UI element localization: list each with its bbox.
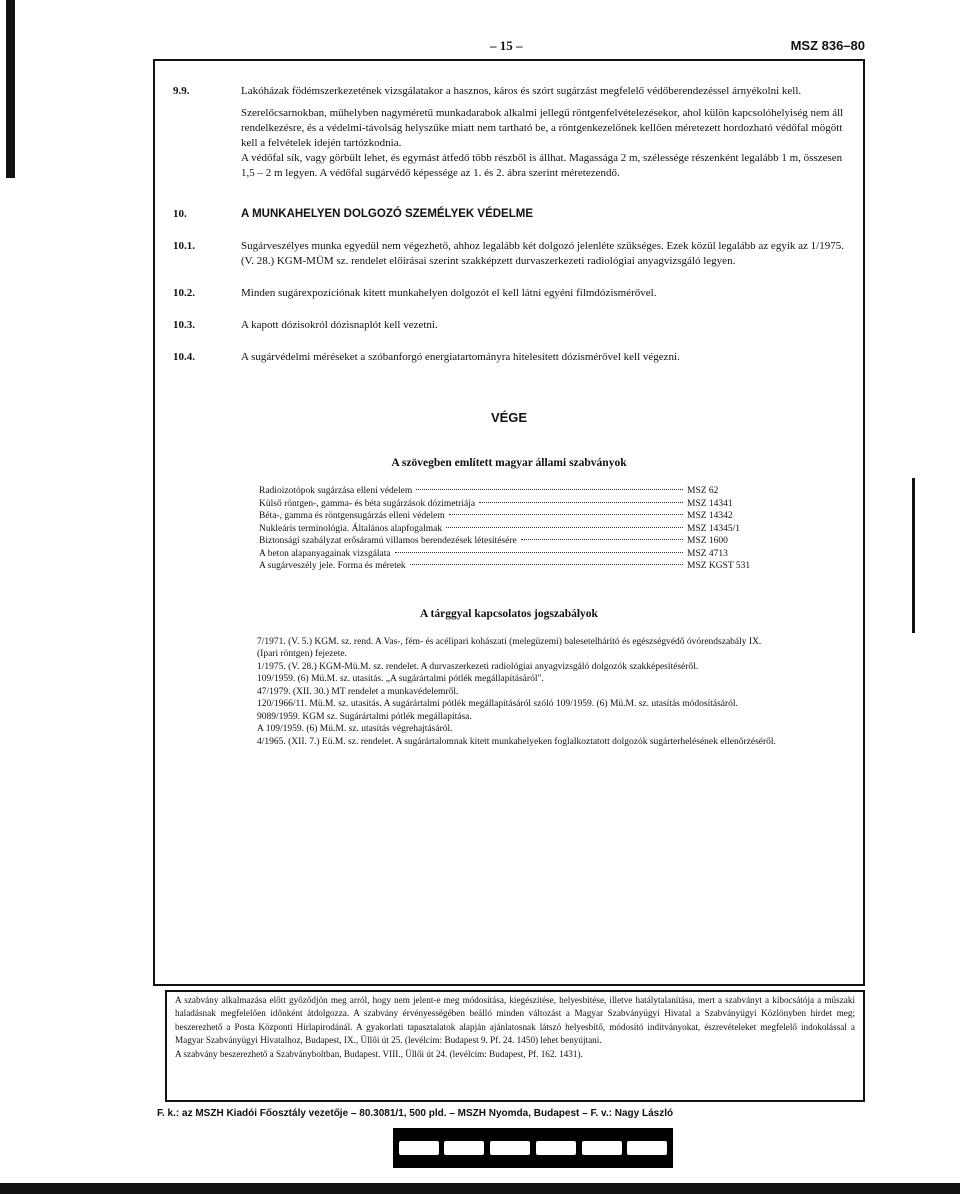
page-number: – 15 – — [490, 38, 523, 53]
page-header — [160, 36, 865, 56]
law-item: 7/1971. (V. 5.) KGM. sz. rend. A Vas-, fém- és acélipari kohászati (melegüzemi) balesetelhárító és egészségvédő óvórendszabály IX. (Ipari röntgen) fejezete. — [257, 636, 762, 659]
paragraph: Lakóházak födémszerkezetének vizsgálatakor a hasznos, káros és szórt sugárzást megfelelő védőberendezéssel árnyékolni kell. — [241, 85, 802, 97]
law-item: 120/1966/11. Mü.M. sz. utasítás. A sugárártalmi pótlék megállapításáról szóló 109/1959. (6) Mü.M. sz. utasítás módosításáról. — [257, 699, 738, 709]
section-number: 9.9. — [173, 85, 190, 97]
section-number: 10.2. — [173, 287, 195, 299]
scan-artifact — [0, 1183, 960, 1194]
leader-dots — [446, 527, 683, 528]
standard-name: A beton alapanyagainak vizsgálata — [259, 548, 391, 559]
imprint-line: F. k.: az MSZH Kiadói Főosztály vezetője – 80.3081/1, 500 pld. – MSZH Nyomda, Budapest – F. v.: Nagy László — [157, 1108, 674, 1119]
section-number: 10.3. — [173, 319, 195, 331]
law-item: 9089/1959. KGM sz. Sugárártalmi pótlék megállapítása. — [257, 711, 472, 722]
document-body — [173, 84, 845, 748]
leader-dots — [410, 564, 683, 565]
standard-item — [259, 535, 769, 548]
paragraph: A védőfal sík, vagy görbült lehet, és egymást átfedő több részből is állhat. Magassága 2 m, szélessége részenként legalább 1 m, összesen 1,5 – 2 m legyen. A védőfal sugárvédő képessége az 1. és 2. ábra szerint méretezendő. — [241, 152, 843, 179]
barcode-window — [490, 1141, 530, 1155]
paragraph: A kapott dózisokról dózisnaplót kell vezetni. — [241, 319, 438, 331]
standard-code: MSZ 14345/1 — [687, 523, 741, 534]
barcode-window — [627, 1141, 667, 1155]
leader-dots — [479, 502, 683, 503]
section-10-4 — [173, 350, 845, 365]
scan-artifact — [912, 478, 915, 633]
section-10-3 — [173, 318, 845, 333]
barcode-window — [582, 1141, 622, 1155]
standard-item — [259, 510, 769, 523]
section-number: 10. — [173, 208, 187, 220]
laws-title: A tárggyal kapcsolatos jogszabályok — [420, 607, 598, 620]
section-9-9 — [173, 84, 845, 181]
section-10 — [173, 207, 845, 222]
standard-item — [259, 560, 769, 573]
law-item: 47/1979. (XII. 30.) MT rendelet a munkavédelemről. — [257, 686, 459, 697]
standard-code: MSZ 14341 — [687, 498, 733, 509]
standard-code: MSZ 1600 — [687, 536, 728, 546]
standard-item — [259, 498, 769, 511]
standards-list — [259, 485, 769, 573]
standard-item — [259, 485, 769, 498]
leader-dots — [449, 514, 683, 515]
law-item: 4/1965. (XII. 7.) Eü.M. sz. rendelet. A sugárártalomnak kitett munkahelyeken foglalkoztatott dolgozók sugárterhelésének ellenőrzéséről. — [257, 736, 776, 747]
barcode-window — [536, 1141, 576, 1155]
notice-paragraph: A szabvány beszerezhető a Szabványboltban, Budapest. VIII., Üllői út 24. (levélcím: Budapest, Pf. 162. 1431). — [175, 1048, 583, 1059]
scan-artifact — [6, 0, 15, 178]
standard-code: MSZ KGST 531 — [687, 561, 751, 571]
law-item: A 109/1959. (6) Mü.M. sz. utasítás végrehajtásáról. — [257, 724, 453, 734]
standard-code: MSZ 4713 — [687, 548, 728, 559]
laws-list — [257, 636, 777, 749]
paragraph: Minden sugárexpozíciónak kitett munkahelyen dolgozót el kell látni egyéni filmdózismérővel. — [241, 287, 657, 299]
section-number: 10.4. — [173, 351, 195, 363]
law-item: 109/1959. (6) Mü.M. sz. utasítás. „A sugárártalmi pótlék megállapításáról". — [257, 674, 544, 684]
leader-dots — [521, 539, 683, 540]
standard-item — [259, 548, 769, 561]
notice-box — [175, 994, 855, 1061]
paragraph: A sugárvédelmi méréseket a szóbanforgó energiatartományra hitelesített dózismérővel kell végezni. — [241, 351, 680, 363]
leader-dots — [416, 489, 683, 490]
section-number: 10.1. — [173, 240, 195, 252]
standard-code: MSZ 62 — [687, 486, 719, 496]
paragraph: Szerelőcsarnokban, műhelyben nagyméretű munkadarabok alkalmi jellegű röntgenfelvételezésekor, ahol külön kapcsolóhelyiség nem áll rendelkezésre, és a védelmi-távolság helyszűke miatt nem tartható be, a röntgenkezelőnek kellően méretezett hordozható védőfal mögött kell a felvételek idején tartózkodnia. — [241, 107, 844, 149]
leader-dots — [395, 552, 683, 553]
standard-name: Béta-, gamma és röntgensugárzás elleni védelem — [259, 511, 445, 521]
standards-title: A szövegben említett magyar állami szabványok — [391, 457, 627, 469]
standard-name: Külső röntgen-, gamma- és béta sugárzások dózimetriája — [259, 498, 476, 509]
notice-paragraph: A szabvány alkalmazása előtt győződjön meg arról, hogy nem jelent-e meg módosítása, kiegészítése, helyesbítése, illetve hatálytalanítása, mert a szabványt a kibocsátója a műszaki haladásnak megfelelően időnként átdolgozza. A szabvány érvényességében beálló minden változást a Magyar Szabványügyi Hivatal a Szabványügyi Közlönyben hirdet meg; beszerezhető a Posta Központi Hírlapirodánál. A gyakorlati tapasztalatok alapján ajánlatosnak látszó helyesbítő, módosító indítványokat, észrevételeket megfelelő indokolással a Magyar Szabványügyi Hivatalhoz, Budapest, IX., Üllői út 25. (levélcím: Budapest 9. Pf. 24. 1450) lehet benyújtani. — [175, 995, 855, 1046]
section-10-2 — [173, 286, 845, 301]
standard-code: MSZ 14342 — [687, 511, 733, 521]
barcode-window — [444, 1141, 484, 1155]
section-10-1 — [173, 239, 845, 269]
barcode-strip — [393, 1128, 673, 1168]
standard-name: Radioizotópok sugárzása elleni védelem — [259, 486, 413, 496]
standard-code: MSZ 836–80 — [790, 38, 865, 53]
standard-name: A sugárveszély jele. Forma és méretek — [259, 561, 406, 571]
standard-name: Biztonsági szabályzat erősáramú villamos berendezések létesítésére — [259, 536, 517, 546]
standard-item — [259, 523, 769, 536]
barcode-window — [399, 1141, 439, 1155]
law-item: 1/1975. (V. 28.) KGM-Mü.M. sz. rendelet. A durvaszerkezeti radiológiai anyagvizsgáló dolgozók szakképesítéséről. — [257, 661, 699, 672]
section-title: A MUNKAHELYEN DOLGOZÓ SZEMÉLYEK VÉDELME — [241, 208, 534, 220]
end-title: VÉGE — [490, 410, 528, 425]
standard-name: Nukleáris terminológia. Általános alapfogalmak — [259, 523, 443, 534]
paragraph: Sugárveszélyes munka egyedül nem végezhető, ahhoz legalább két dolgozó jelenléte szükséges. Ezek közül legalább az egyik az 1/1975. (V. 28.) KGM-MÜM sz. rendelet előírásai szerint szakképzett durvaszerkezeti radiológiai anyagvizsgáló legyen. — [241, 240, 844, 267]
